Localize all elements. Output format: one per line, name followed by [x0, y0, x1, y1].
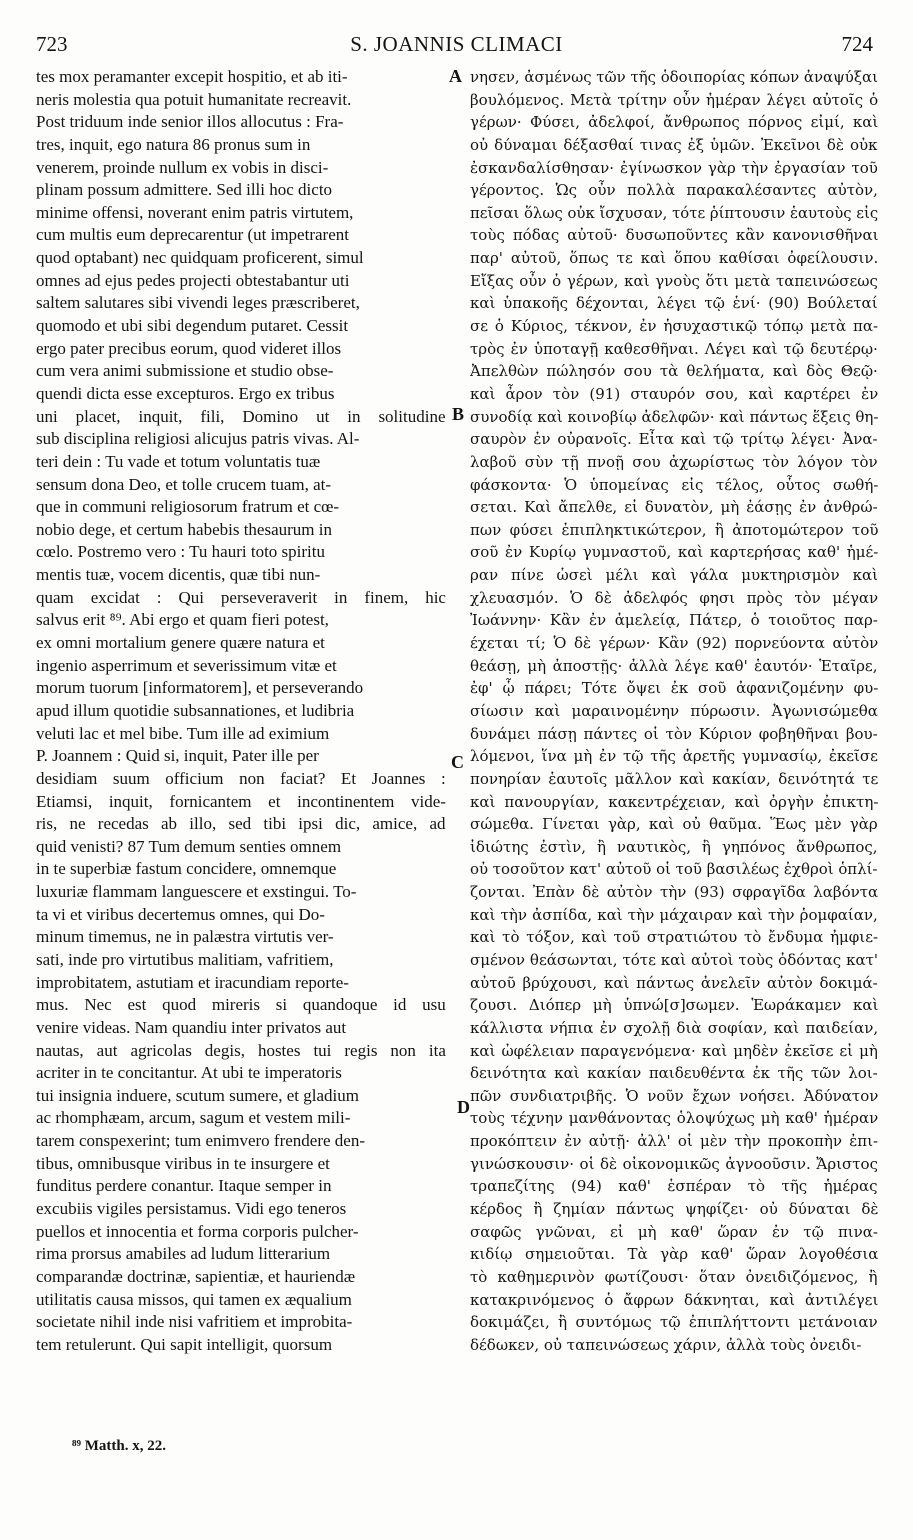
latin-text-line: cum vera animi submissione et studio obse-: [36, 361, 334, 381]
latin-text-line: societate nihil inde nisi vafritiem et improbita-: [36, 1312, 353, 1332]
latin-text-line: omnes ad ejus pedes projecti obtestabantur uti: [36, 270, 350, 290]
greek-text-line: συνοδίᾳ καὶ κοινοβίῳ ἀδελφῶν· καὶ πάντως ἕξεις θη-: [470, 407, 878, 426]
greek-text-line: δεινότητα καὶ κακίαν παιδευθέντα ἐκ τῆς τῶν λοι-: [470, 1064, 878, 1083]
greek-text-line: σώμεθα. Γίνεται γὰρ, καὶ οὐ θαῦμα. Ἕως μὲν γὰρ: [470, 815, 878, 834]
greek-text-line: σοῦ ἐν Κυρίῳ γυμναστοῦ, καὶ καρτερήσας καθ' ἡμέ-: [470, 543, 878, 562]
greek-text-line: λαβοῦ σὺν τῇ πνοῇ σου ἀχωρίστως τὸν λόγον τὸν: [470, 452, 878, 471]
latin-text-line: saltem salutares sibi vivendi leges præscriberet,: [36, 293, 360, 313]
greek-text-line: χλευασμόν. Ὁ δὲ ἀδελφός φησι πρὸς τὸν μέγαν: [470, 588, 878, 607]
latin-text-line: quomodo et ubi sibi degendum putaret. Cessit: [36, 316, 349, 336]
latin-text-line: plinam possum admittere. Sed illi hoc dicto: [36, 180, 333, 200]
greek-text-line: πεῖσαι ὅλως οὐκ ἴσχυσαν, τότε ῥίπτουσιν ἑαυτοὺς εἰς: [470, 203, 878, 222]
latin-text-line: ac rhomphæam, arcum, sagum et vestem mili-: [36, 1108, 351, 1128]
greek-text-line: τὸ καθημερινὸν φωτίζουσι· ὅταν ὀνειδιζόμενος, ἢ: [470, 1267, 878, 1286]
greek-text-line: ἐσκανδαλίσθησαν· ἐγίνωσκον γὰρ τὴν ἐργασίαν τοῦ: [470, 158, 878, 177]
greek-text-line: τρὸς ἐν ὑποταγῇ καθεσθῆναι. Λέγει καὶ τῷ δευτέρῳ·: [470, 339, 878, 358]
page-number-left: 723: [36, 32, 68, 56]
greek-text-line: γινώσκουσιν· οἱ δὲ οἰκονομικῶς ἀγνοοῦσιν. Ἄριστος: [470, 1154, 878, 1173]
greek-text-line: προκόπτειν ἐν αὐτῇ· ἀλλ' οἱ μὲν τὴν προκοπὴν ἐπι-: [470, 1132, 878, 1151]
latin-text-line: Post triduum inde senior illos allocutus : Fra-: [36, 112, 344, 132]
latin-text-line: excubiis vigiles persistamus. Vidi ego teneros: [36, 1199, 347, 1219]
greek-text-line: πονηρίαν ἑαυτοῖς μᾶλλον καὶ κακίαν, δεινότητά τε: [470, 769, 878, 788]
greek-text-line: σμένον θεάσωνται, τότε καὶ αὐτοὶ τοὺς ὀδόντας κατ': [470, 950, 878, 969]
greek-text-line: βουλόμενος. Μετὰ τρίτην οὖν ἡμέραν λέγει αὐτοῖς ὁ: [470, 90, 878, 109]
greek-text-line: φάσκοντα· Ὁ ὑπομείνας εἰς τέλος, οὗτος σωθή-: [470, 475, 878, 494]
latin-text-line: tem retulerunt. Qui sapit intelligit, quorsum: [36, 1334, 333, 1354]
greek-text-line: ἰδιώτης ἐστὶν, ἢ ναυτικὸς, ἢ γηπόνος ἄνθρωπος,: [470, 837, 878, 856]
latin-text-line: ta vi et viribus decertemus omnes, qui Do-: [36, 904, 325, 924]
latin-text-line: desidiam suum officium non faciat? Et Joannes :: [36, 768, 446, 788]
latin-text-line: tres, inquit, ego natura 86 pronus sum in: [36, 134, 311, 154]
latin-text-line: nobio dege, et certum habebis thesaurum in: [36, 519, 332, 539]
latin-text-line: que in communi religiosorum fratrum et cœ-: [36, 497, 340, 517]
latin-text-line: teri dein : Tu vade et totum voluntatis tuæ: [36, 451, 321, 471]
latin-text-line: cœlo. Postremo vero : Tu hauri toto spiritu: [36, 542, 325, 562]
latin-text-line: sensum dona Deo, et tolle crucem tuam, at-: [36, 474, 332, 494]
latin-text-line: ris, ne recedas ab illo, sed tibi ipsi dic, amice, ad: [36, 814, 446, 834]
latin-text-line: tibus, omnibusque viribus in te insurgere et: [36, 1153, 330, 1173]
greek-text-line: δυνάμει πάσῃ πάντες οἱ τὸν Κύριον φοβηθῆναι βου-: [470, 724, 878, 743]
greek-text-line: γέροντος. Ὡς οὖν πολλὰ παρακαλέσαντες αὐτὸν,: [470, 181, 878, 200]
latin-text-line: mentis tuæ, vocem dicentis, quæ tibi nun-: [36, 565, 321, 585]
latin-text-line: acriter in te concitantur. At ubi te imperatoris: [36, 1063, 342, 1083]
margin-marker-b: B: [452, 404, 465, 424]
latin-text-line: quod optabant) nec quidquam proficerent, simul: [36, 248, 364, 268]
greek-text-line: σε ὁ Κύριος, τέκνον, ἐν ἡσυχαστικῷ τόπῳ μετὰ πα-: [470, 317, 878, 336]
page-header: [26, 26, 887, 60]
latin-text-line: funditus perdere conantur. Itaque semper in: [36, 1176, 332, 1196]
greek-text-line: κιδίῳ σημειοῦται. Τὰ γὰρ καθ' ὥραν λογοθέσια: [470, 1245, 878, 1264]
greek-text-line: σίωσιν καὶ μαραινομένην πύρωσιν. Ἀγωνισώμεθα: [470, 701, 878, 720]
latin-text-line: tarem conspexerint; tum enimvero frendere den-: [36, 1131, 366, 1151]
greek-text-line: λόμενοι, ἵνα μὴ ἐν τῷ τῆς ἀρετῆς γυμνασίῳ, ἐκεῖσε: [470, 747, 878, 766]
margin-marker-c: C: [451, 752, 464, 772]
latin-text-line: minime offensi, noverant enim patris virtutem,: [36, 202, 354, 222]
latin-text-line: mus. Nec est quod mireris si quandoque id usu: [36, 995, 446, 1015]
latin-text-line: salvus erit ⁸⁹. Abi ergo et quam fieri potest,: [36, 610, 329, 630]
greek-text-line: νησεν, ἀσμένως τῶν τῆς ὁδοιπορίας κόπων ἀναψύξαι: [470, 68, 878, 86]
greek-text-line: κάλλιστα νήπια ἐν σχολῇ διὰ σοφίαν, καὶ παιδείαν,: [470, 1018, 878, 1037]
latin-text-line: apud illum quotidie subsannationes, et ludibria: [36, 700, 355, 720]
greek-text-line: καὶ τὸ τόξον, καὶ τοῦ στρατιώτου τὸ ἔνδυμα ἠμφιε-: [470, 928, 878, 947]
latin-text-line: tes mox peramanter excepit hospitio, et ab iti-: [36, 67, 348, 86]
greek-column: [470, 66, 878, 1357]
page-number-right: 724: [841, 32, 873, 56]
greek-text-line: Εἴξας οὖν ὁ γέρων, καὶ γνοὺς ὅτι μετὰ ταπεινώσεως: [470, 271, 878, 290]
latin-text-line: quam excidat : Qui perseveraverit in finem, hic: [36, 587, 446, 607]
greek-text-line: ραν πίνε ὡσεὶ μέλι καὶ γάλα μυκτηρισμὸν καὶ: [470, 566, 878, 585]
latin-text-line: veluti lac et mel bibe. Tum ille ad eximium: [36, 723, 330, 743]
greek-text-line: θεάσῃ, μὴ ἀποστῇς· ἀλλὰ λέγε καθ' ἑαυτόν· Ἑταῖρε,: [470, 656, 878, 675]
running-title: S. JOANNIS CLIMACI: [350, 32, 563, 56]
greek-text-line: κέρδος ἢ ζημίαν πάντως ψηφίζει· οὐ δύναται δὲ: [470, 1200, 878, 1219]
greek-text-line: Ἀπελθὼν πώλησόν σου τὰ θελήματα, καὶ δὸς Θεῷ·: [470, 362, 878, 381]
margin-marker-d: D: [457, 1097, 470, 1117]
latin-column: [36, 66, 446, 1357]
greek-text-line: σεται. Καὶ ἄπελθε, εἰ δυνατὸν, μὴ ἐάσῃς ἐν ἀνθρώ-: [470, 498, 878, 517]
greek-text-line: σαυρὸν ἐν οὐρανοῖς. Εἶτα καὶ τῷ τρίτῳ λέγει· Ἀνα-: [470, 430, 878, 449]
greek-text-line: παρ' αὐτοῦ, ὅπως τε καὶ ὅπου καθίσαι ὀφείλουσιν.: [470, 249, 878, 268]
greek-text-line: καὶ τὴν ἀσπίδα, καὶ τὴν μάχαιραν καὶ τὴν ῥομφαίαν,: [470, 905, 878, 924]
latin-text-line: morum tuorum [informatorem], et perseverando: [36, 678, 364, 698]
latin-text-line: luxuriæ flammam languescere et exstingui. To-: [36, 882, 357, 902]
greek-text-line: πῶν συνδιατριβῆς. Ὁ νοῦν ἔχων νοήσει. Ἀδύνατον: [470, 1086, 878, 1105]
latin-text-line: ergo pater precibus eorum, quod videret illos: [36, 338, 342, 358]
greek-text-line: οὐ δύναμαι δέξασθαί τινας ἐξ ὑμῶν. Ἐκεῖνοι δὲ οὐκ: [470, 135, 878, 154]
greek-text-line: κατακρινόμενος ὁ ἄφρων δάκνηται, καὶ ἀντιλέγει: [470, 1290, 878, 1309]
greek-text-line: καὶ ὠφέλειαν παραγενόμενα· καὶ μηδὲν ἐκεῖσε εἰ μὴ: [470, 1041, 878, 1060]
latin-text-line: nautas, aut agricolas degis, hostes tui regis non ita: [36, 1040, 446, 1060]
greek-text-line: αὐτοῦ βρύχουσι, καὶ πάντως ἀνελεῖν αὐτὸν δοκιμά-: [470, 973, 878, 992]
latin-text-line: minum timemus, ne in palæstra virtutis ver-: [36, 927, 334, 947]
latin-text-line: quid venisti? 87 Tum demum senties omnem: [36, 836, 342, 856]
latin-text-line: Etiamsi, inquit, fornicantem et incontinentem vide-: [36, 791, 446, 811]
latin-text-line: cum multis eum deprecarentur (ut impetrarent: [36, 225, 349, 245]
greek-text-line: δέδωκεν, οὐ ταπεινώσεως χάριν, ἀλλὰ τοὺς ὀνειδι-: [470, 1335, 862, 1354]
latin-text-line: improbitatem, astutiam et iracundiam reporte-: [36, 972, 349, 992]
margin-marker-a: A: [449, 66, 462, 86]
greek-text-line: δοκιμάζει, ἢ συντόμως τῷ ἐπιπλήττοντι μετάνοιαν: [470, 1313, 878, 1332]
greek-text-line: ζουσι. Διόπερ μὴ ὑπνώ[σ]σωμεν. Ἑωράκαμεν καὶ: [470, 996, 878, 1015]
latin-text-line: puellos et innocentia et forma corporis pulcher-: [36, 1221, 359, 1241]
latin-text-line: tui insignia induere, scutum sumere, et gladium: [36, 1085, 359, 1105]
greek-text-line: καὶ πανουργίαν, κακεντρέχειαν, καὶ ὀργὴν ἐπικτη-: [470, 792, 878, 811]
greek-text-line: ἐφ' ᾧ πάρει; Τότε ὄψει ἐκ σοῦ ἀφανιζομένην φυ-: [470, 679, 878, 698]
greek-text-line: τοὺς τέχνην μανθάνοντας ὁλοψύχως μὴ καθ' ἡμέραν: [470, 1109, 878, 1128]
greek-text-line: πων φύσει ἐπιπληκτικώτερον, ἢ ἀποτομώτερον τοῦ: [470, 520, 878, 539]
latin-text-line: venerem, proinde nullum ex vobis in disci-: [36, 157, 329, 177]
latin-text-line: P. Joannem : Quid si, inquit, Pater ille per: [36, 746, 319, 766]
latin-text-line: neris molestia qua potuit humanitate recreavit.: [36, 89, 352, 109]
latin-text-line: in te superbiæ fastum concidere, omnemque: [36, 859, 337, 879]
greek-text-line: ζονται. Ἐπὰν δὲ αὐτὸν τὴν (93) σφραγῖδα λαβόντα: [470, 883, 878, 902]
footnote: ⁸⁹ Matth. x, 22.: [72, 1438, 166, 1454]
latin-text-line: sati, inde pro virtutibus malitiam, vafritiem,: [36, 949, 334, 969]
latin-text-line: utilitatis causa missos, qui tamen ex æqualium: [36, 1289, 352, 1309]
greek-text-line: καὶ ὑπακοῆς δέχονται, λέγει τῷ ἑνί· (90) Βούλεταί: [470, 294, 878, 313]
greek-text-line: καὶ ἆρον τὸν (91) σταυρόν σου, καὶ καρτέρει ἐν: [470, 384, 878, 403]
greek-text-line: γέρων· Φύσει, ἀδελφοί, ἄνθρωπος πόρνος εἰμί, καὶ: [470, 113, 878, 132]
latin-text-line: ex omni mortalium genere quære natura et: [36, 633, 325, 653]
latin-text-line: comparandæ doctrinæ, sapientiæ, et hauriendæ: [36, 1266, 356, 1286]
greek-text-line: Ἰωάννην· Κἂν ἐν ἀμελείᾳ, Πάτερ, ὁ τοιοῦτος παρ-: [470, 611, 878, 630]
latin-text-line: rima prorsus amabiles ad ludum litterarium: [36, 1244, 331, 1264]
greek-text-line: τραπεζίτης (94) καθ' ἑσπέραν τὸ τῆς ἡμέρας: [470, 1177, 878, 1196]
greek-text-line: έχεται τί; Ὁ δὲ γέρων· Κἂν (92) πορνεύοντα αὐτὸν: [470, 634, 878, 653]
latin-text-line: ingenio asperrimum et severissimum vitæ et: [36, 655, 337, 675]
greek-text-line: οὐ τοσοῦτον κατ' αὐτοῦ οἱ τοῦ βασιλέως ἐχθροὶ ὁπλί-: [470, 860, 878, 879]
latin-text-line: quendi dicta esse excepturos. Ergo ex tribus: [36, 383, 335, 403]
greek-text-line: σαφῶς γνῶναι, εἰ μὴ καθ' ὥραν ἐν τῷ πινα-: [470, 1222, 878, 1241]
greek-text-line: τοὺς πόδας αὐτοῦ· δυσωποῦντες κἂν κανονισθῆναι: [470, 226, 878, 245]
latin-text-line: uni placet, inquit, fili, Domino ut in solitudine: [36, 406, 446, 426]
latin-text-line: venire videas. Nam quandiu inter privatos aut: [36, 1017, 347, 1037]
latin-text-line: sub disciplina religiosi alicujus patris vivas. Al-: [36, 429, 360, 449]
